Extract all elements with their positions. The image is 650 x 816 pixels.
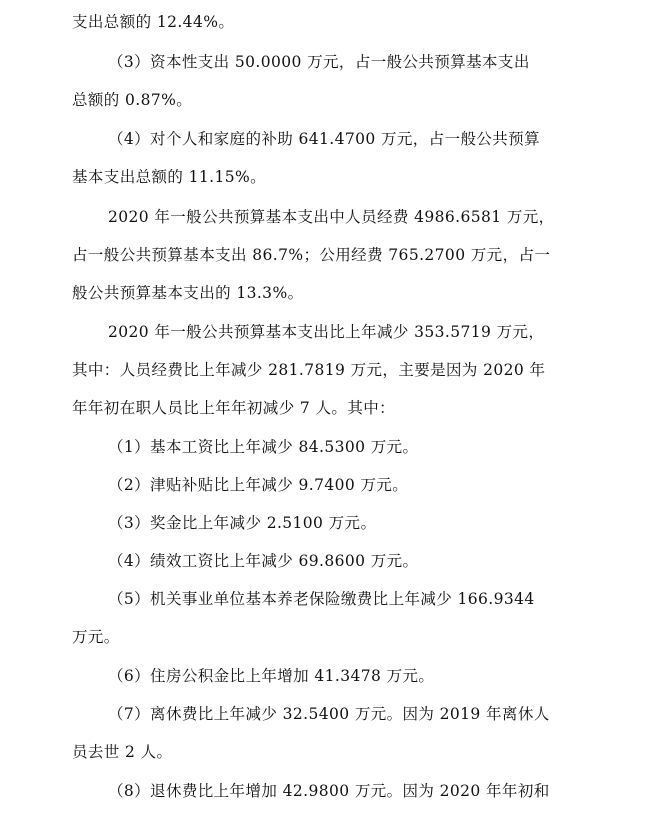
text-line [72,389,395,427]
line-text: 年年初在职人员比上年年初减少 7 人。其中： [72,399,396,417]
line-text: 2020 年一般公共预算基本支出比上年减少 353.5719 万元， [108,323,545,341]
line-text: （8）退休费比上年增加 42.9800 万元。因为 2020 年年初和 [108,782,550,800]
paragraph-capital-expenditure [108,43,530,81]
line-text: 总额的 0.87%。 [72,91,193,109]
list-item-pension-insurance [108,580,535,618]
paragraph-personnel-expenditure [108,198,555,236]
line-text: 支出总额的 12.44%。 [72,13,235,31]
text-line [72,236,550,274]
list-item-basic-salary [108,428,418,466]
text-line [72,618,120,656]
text-line [72,3,234,41]
list-item-retirement-pay [108,772,550,810]
line-text: （4）对个人和家庭的补助 641.4700 万元，占一般公共预算 [108,130,540,148]
line-text: （3）奖金比上年减少 2.5100 万元。 [108,514,377,532]
text-line [72,274,303,312]
list-item-housing-fund [108,657,434,695]
line-text: 其中：人员经费比上年减少 281.7819 万元，主要是因为 2020 年 [72,361,546,379]
line-text: 员去世 2 人。 [72,743,173,761]
list-item-retiree-departure [108,695,550,733]
list-item-bonus [108,504,376,542]
text-line [72,733,172,771]
paragraph-year-over-year [108,313,544,351]
line-text: （5）机关事业单位基本养老保险缴费比上年减少 166.9344 [108,590,535,608]
list-item-performance-pay [108,542,418,580]
line-text: 占一般公共预算基本支出 86.7%；公用经费 765.2700 万元，占一 [72,246,551,264]
line-text: 万元。 [72,628,120,646]
line-text: 般公共预算基本支出的 13.3%。 [72,284,304,302]
line-text: （7）离休费比上年减少 32.5400 万元。因为 2019 年离休人 [108,705,550,723]
paragraph-household-subsidy [108,120,540,158]
line-text: （6）住房公积金比上年增加 41.3478 万元。 [108,667,435,685]
line-text: 2020 年一般公共预算基本支出中人员经费 4986.6581 万元， [108,208,555,226]
line-text: （4）绩效工资比上年减少 69.8600 万元。 [108,552,419,570]
list-item-allowance [108,466,408,504]
text-line [72,351,545,389]
line-text: （1）基本工资比上年减少 84.5300 万元。 [108,438,419,456]
text-line [72,81,192,119]
line-text: （3）资本性支出 50.0000 万元，占一般公共预算基本支出 [108,53,530,71]
line-text: （2）津贴补贴比上年减少 9.7400 万元。 [108,476,409,494]
text-line [72,158,266,196]
line-text: 基本支出总额的 11.15%。 [72,168,267,186]
